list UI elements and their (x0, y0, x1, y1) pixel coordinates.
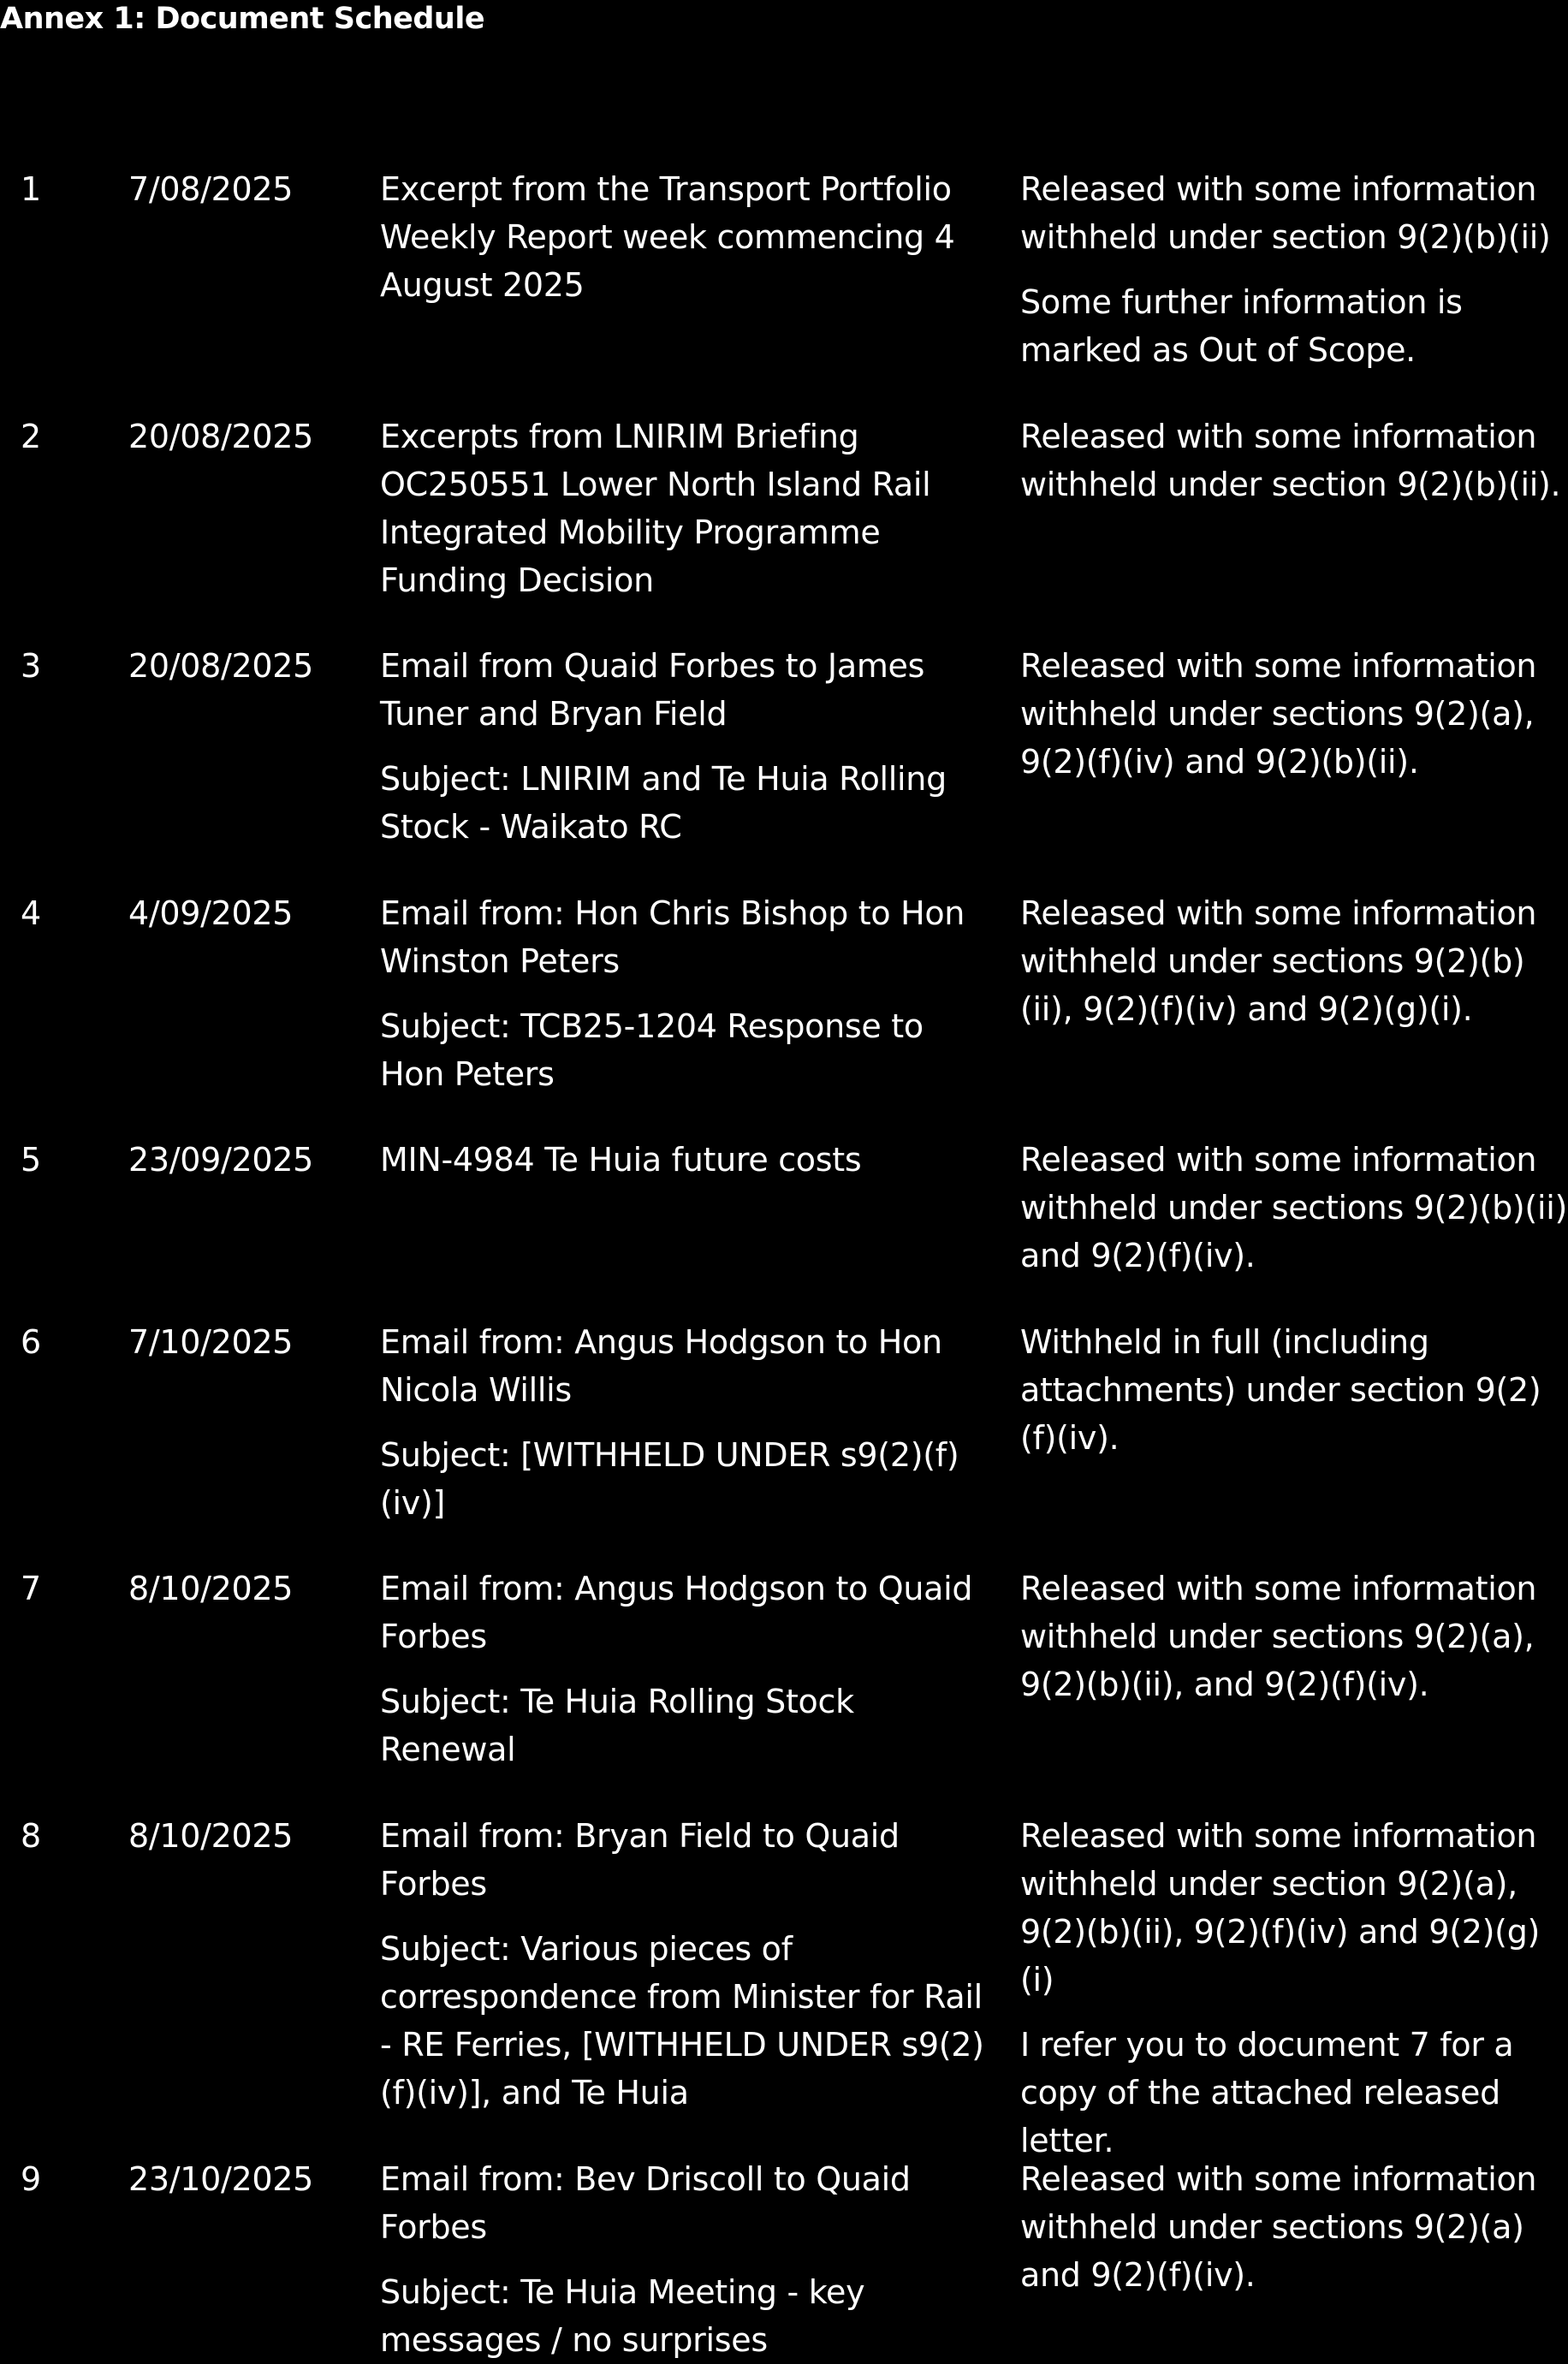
status-text: Released with some information withheld under sections 9(2)(a), 9(2)(b)(ii), and 9(2)(f)(iv). (1020, 1570, 1537, 1703)
row-description (380, 1812, 988, 2117)
description-subject: Subject: Te Huia Meeting - key messages / no surprises (380, 2273, 865, 2359)
description-text: Email from Quaid Forbes to James Tuner and Bryan Field (380, 647, 925, 733)
row-description (380, 2155, 988, 2364)
description-text: MIN-4984 Te Huia future costs (380, 1141, 862, 1179)
row-description (380, 1565, 988, 1773)
status-text: Released with some information withheld under sections 9(2)(a) and 9(2)(f)(iv). (1020, 2160, 1537, 2294)
row-date: 8/10/2025 (128, 1817, 294, 1855)
row-date: 4/09/2025 (128, 894, 294, 932)
row-description (380, 165, 988, 309)
row-description (380, 1136, 988, 1184)
status-text: Released with some information withheld under section 9(2)(b)(ii). (1020, 418, 1561, 503)
row-date: 23/10/2025 (128, 2160, 314, 2198)
row-date: 7/10/2025 (128, 1323, 294, 1361)
description-text: Email from: Bryan Field to Quaid Forbes (380, 1817, 900, 1903)
description-text: Excerpts from LNIRIM Briefing OC250551 Lower North Island Rail Integrated Mobility Programme Funding Decision (380, 418, 931, 599)
row-date: 20/08/2025 (128, 418, 314, 455)
row-date: 20/08/2025 (128, 647, 314, 685)
description-text: Email from: Hon Chris Bishop to Hon Winston Peters (380, 894, 965, 980)
row-status (1020, 165, 1568, 374)
row-number: 3 (21, 647, 41, 685)
description-subject: Subject: Te Huia Rolling Stock Renewal (380, 1683, 854, 1768)
row-description (380, 1318, 988, 1527)
description-text: Email from: Bev Driscoll to Quaid Forbes (380, 2160, 911, 2246)
row-status (1020, 642, 1568, 786)
description-text: Email from: Angus Hodgson to Hon Nicola Willis (380, 1323, 942, 1409)
row-description (380, 889, 988, 1098)
row-description (380, 413, 988, 604)
row-number: 2 (21, 418, 41, 455)
description-subject: Subject: Various pieces of correspondence from Minister for Rail - RE Ferries, [WITHHELD UNDER s9(2)(f)(iv)], and Te Huia (380, 1930, 984, 2112)
status-text: Withheld in full (including attachments) under section 9(2)(f)(iv). (1020, 1323, 1541, 1457)
description-text: Excerpt from the Transport Portfolio Weekly Report week commencing 4 August 2025 (380, 170, 955, 304)
status-text: Released with some information withheld under sections 9(2)(b)(ii) and 9(2)(f)(iv). (1020, 1141, 1567, 1274)
description-subject: Subject: TCB25-1204 Response to Hon Peters (380, 1007, 924, 1093)
row-number: 4 (21, 894, 41, 932)
description-subject: Subject: [WITHHELD UNDER s9(2)(f)(iv)] (380, 1436, 959, 1522)
row-status (1020, 889, 1568, 1033)
status-text: Released with some information withheld under sections 9(2)(b)(ii), 9(2)(f)(iv) and 9(2)(g)(i). (1020, 894, 1537, 1028)
row-status (1020, 1565, 1568, 1708)
row-number: 5 (21, 1141, 41, 1179)
row-status (1020, 1136, 1568, 1280)
description-subject: Subject: LNIRIM and Te Huia Rolling Stock - Waikato RC (380, 760, 947, 846)
row-description (380, 642, 988, 851)
status-text: Released with some information withheld under section 9(2)(a), 9(2)(b)(ii), 9(2)(f)(iv) and 9(2)(g)(i) (1020, 1817, 1541, 1999)
row-number: 9 (21, 2160, 41, 2198)
row-status (1020, 1318, 1568, 1462)
row-number: 6 (21, 1323, 41, 1361)
row-number: 8 (21, 1817, 41, 1855)
page-title: Annex 1: Document Schedule (0, 2, 485, 36)
row-status (1020, 1812, 1568, 2165)
status-note: Some further information is marked as Out of Scope. (1020, 283, 1463, 369)
row-number: 1 (21, 170, 41, 208)
row-status (1020, 2155, 1568, 2299)
row-number: 7 (21, 1570, 41, 1607)
status-text: Released with some information withheld under section 9(2)(b)(ii) (1020, 170, 1551, 256)
status-note: I refer you to document 7 for a copy of the attached released letter. (1020, 2026, 1514, 2159)
row-date: 7/08/2025 (128, 170, 294, 208)
status-text: Released with some information withheld under sections 9(2)(a), 9(2)(f)(iv) and 9(2)(b)(ii). (1020, 647, 1537, 781)
row-date: 23/09/2025 (128, 1141, 314, 1179)
row-date: 8/10/2025 (128, 1570, 294, 1607)
row-status (1020, 413, 1568, 508)
description-text: Email from: Angus Hodgson to Quaid Forbes (380, 1570, 973, 1655)
